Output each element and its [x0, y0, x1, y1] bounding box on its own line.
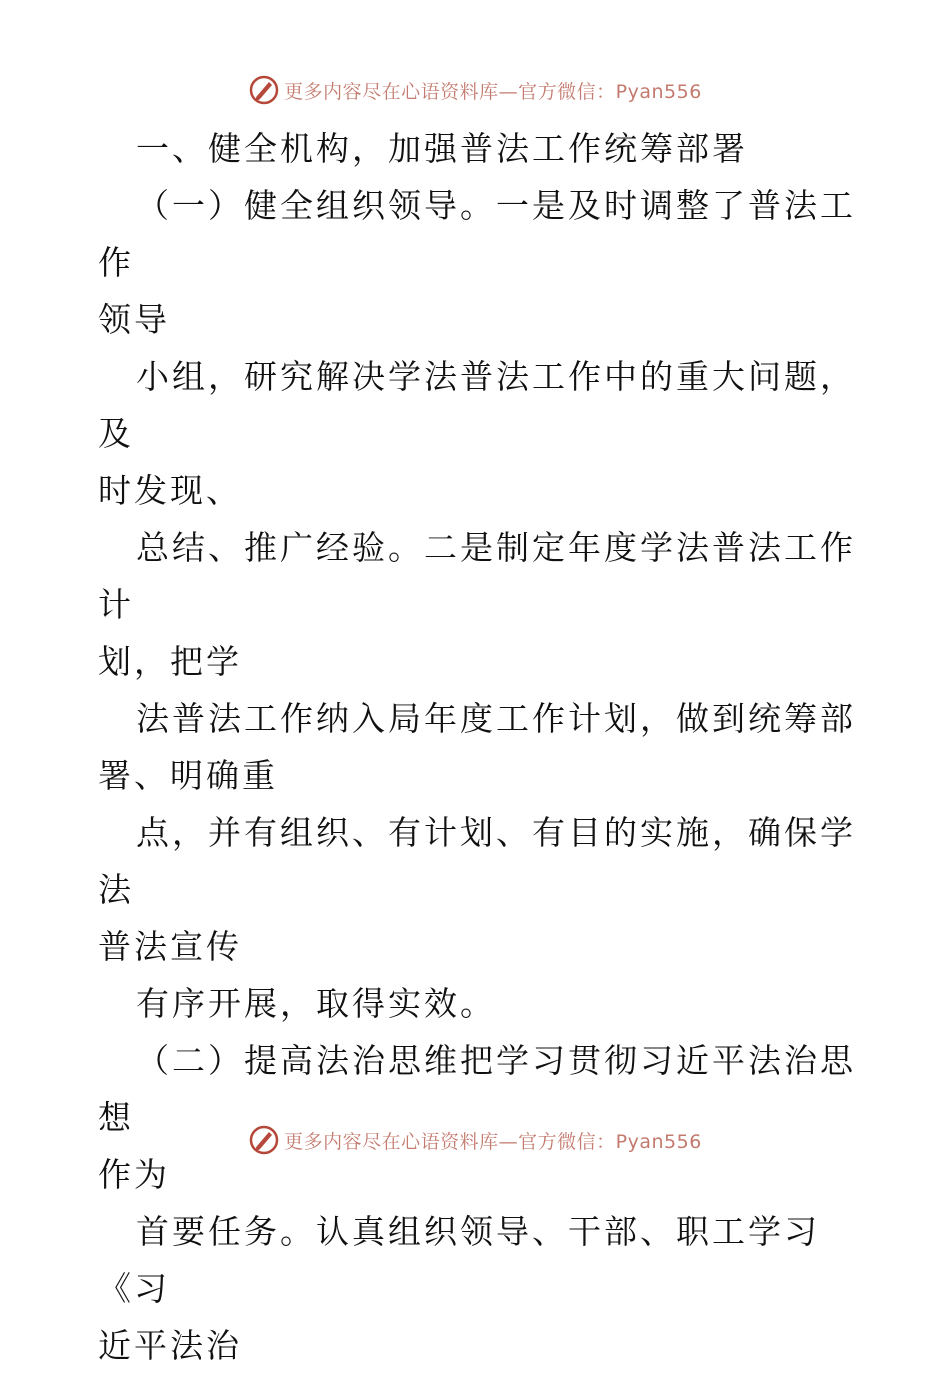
paragraph-text: 作为	[98, 1155, 170, 1194]
paragraph-line	[98, 804, 858, 918]
paragraph-line	[98, 120, 858, 177]
header-watermark	[0, 70, 950, 110]
footer-watermark	[0, 1120, 950, 1160]
paragraph-line	[98, 177, 858, 291]
pen-logo-icon	[248, 74, 280, 106]
paragraph-text: 点，并有组织、有计划、有目的实施，确保学法	[98, 813, 856, 909]
paragraph-text: 署、明确重	[98, 756, 278, 795]
paragraph-line	[98, 462, 858, 519]
paragraph-text: 首要任务。认真组织领导、干部、职工学习《习	[98, 1212, 820, 1308]
document-body	[98, 120, 858, 1374]
paragraph-text: 总结、推广经验。二是制定年度学法普法工作计	[98, 528, 856, 624]
paragraph-text: 普法宣传	[98, 927, 242, 966]
paragraph-text: 时发现、	[98, 471, 242, 510]
paragraph-text: 法普法工作纳入局年度工作计划，做到统筹部	[136, 699, 856, 738]
paragraph-line	[98, 1317, 858, 1374]
paragraph-line	[98, 690, 858, 747]
paragraph-text: 一、健全机构，加强普法工作统筹部署	[136, 129, 748, 168]
paragraph-text: 小组，研究解决学法普法工作中的重大问题，及	[98, 357, 856, 453]
paragraph-line	[98, 975, 858, 1032]
paragraph-text: 近平法治	[98, 1326, 242, 1365]
watermark-text: 更多内容尽在心语资料库—官方微信：Pyan556	[284, 1130, 702, 1153]
paragraph-line	[98, 633, 858, 690]
paragraph-line	[98, 1203, 858, 1317]
paragraph-text: （二）提高法治思维把学习贯彻习近平法治思想	[98, 1041, 856, 1137]
paragraph-line	[98, 348, 858, 462]
pen-logo-icon	[248, 1124, 280, 1156]
paragraph-text: 领导	[98, 300, 170, 339]
paragraph-text: 有序开展，取得实效。	[136, 984, 496, 1023]
paragraph-line	[98, 918, 858, 975]
paragraph-line	[98, 747, 858, 804]
paragraph-text: （一）健全组织领导。一是及时调整了普法工作	[98, 186, 856, 282]
paragraph-text: 划，把学	[98, 642, 242, 681]
watermark-text: 更多内容尽在心语资料库—官方微信：Pyan556	[284, 80, 702, 103]
paragraph-line	[98, 519, 858, 633]
paragraph-line	[98, 291, 858, 348]
